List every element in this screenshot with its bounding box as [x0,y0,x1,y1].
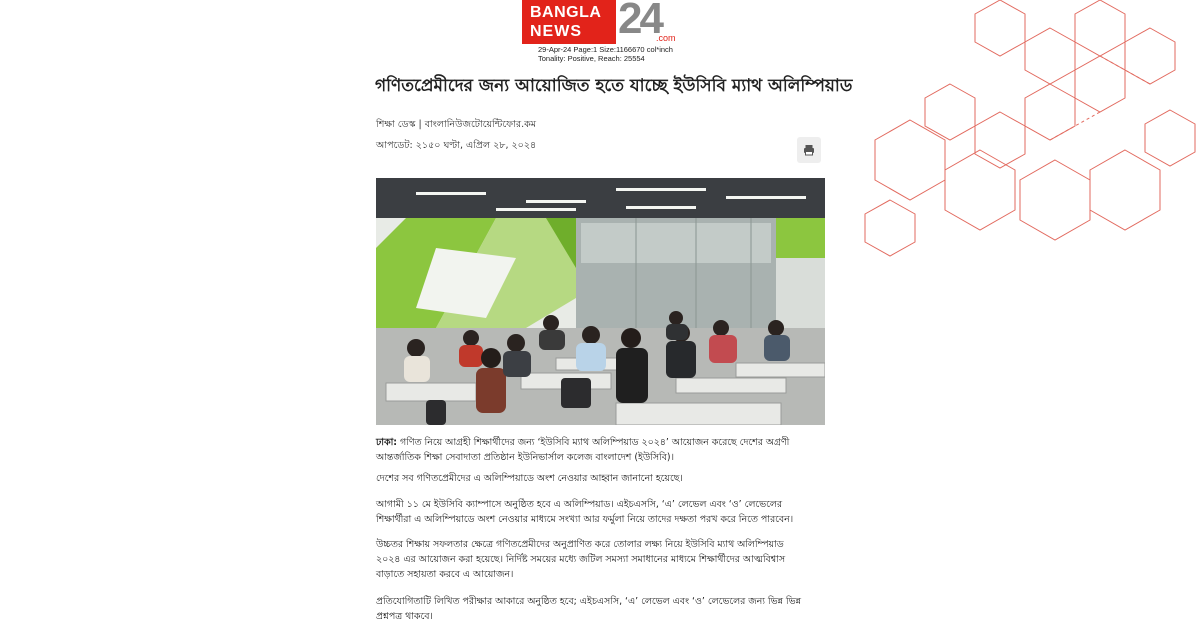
newspaper-logo [522,0,678,44]
article-photo-exam-hall [376,178,825,425]
paragraph-1-line-2: আন্তর্জাতিক শিক্ষা সেবাদাতা প্রতিষ্ঠান ইউনিভার্সাল কলেজ বাংলাদেশ (ইউসিবি)। [376,452,674,463]
paragraph-4-line-3: বাড়াতে সহায়তা করবে এ আয়োজন। [376,569,514,580]
article-paragraph-5 [376,594,826,624]
article-dateline: ঢাকা: [376,437,398,448]
logo-dotcom-text: .com [656,33,676,43]
article-updated-time: আপডেট: ২১৫০ ঘণ্টা, এপ্রিল ২৮, ২০২৪ [376,140,537,151]
article-headline: গণিতপ্রেমীদের জন্য আয়োজিত হতে যাচ্ছে ইউসিবি ম্যাথ অলিম্পিয়াড [375,76,853,96]
paragraph-5-line-2: প্রশ্নপত্র থাকবে। [376,611,433,622]
logo-news-text: NEWS [530,23,582,40]
logo-24-text: 24 [618,0,661,43]
print-button[interactable] [797,137,821,163]
paragraph-4-line-1: উচ্চতর শিক্ষায় সফলতার ক্ষেত্রে গণিতপ্রেমীদের অনুপ্রাণিত করে তোলার লক্ষ্য নিয়ে ইউসিবি ম্যাথ অলিম্পিয়াড [376,539,784,550]
article-paragraph-4 [376,537,826,582]
printer-icon [797,137,821,163]
paragraph-4-line-2: ২০২৪ এর আয়োজন করা হয়েছে। নির্দিষ্ট সময়ের মধ্যে জটিল সমস্যা সমাধানের মাধ্যমে শিক্ষার্থীদের আত্মবিশ্বাস [376,554,786,565]
paragraph-3-line-2: শিক্ষার্থীরা এ অলিম্পিয়াডে অংশ নেওয়ার মাধ্যমে সংখ্যা আর ফর্মুলা নিয়ে তাদের দক্ষতা পরখ করে নিতে পারবেন। [376,514,794,525]
article-paragraph-2: দেশের সব গণিতপ্রেমীদের এ অলিম্পিয়াডে অংশ নেওয়ার আহ্বান জানানো হয়েছে। [376,473,683,484]
clipping-meta-tonality: Tonality: Positive, Reach: 25554 [538,54,645,63]
paragraph-5-line-1: প্রতিযোগিতাটি লিখিত পরীক্ষার আকারে অনুষ্ঠিত হবে; এইচএসসি, ‘এ’ লেভেল এবং ‘ও’ লেভেলের জন্য ভিন্ন ভিন্ন [376,596,801,607]
article-byline: শিক্ষা ডেস্ক | বাংলানিউজটোয়েন্টিফোর.কম [376,119,537,130]
hexagon-pattern [850,0,1200,280]
logo-bangla-text: BANGLA [530,4,602,21]
article-paragraph-3 [376,497,826,527]
paragraph-3-line-1: আগামী ১১ মে ইউসিবি ক্যাম্পাসে অনুষ্ঠিত হবে এ অলিম্পিয়াড। এইচএসসি, ‘এ’ লেভেল এবং ‘ও’ লেভেলের [376,499,783,510]
paragraph-1-line-1: গণিত নিয়ে আগ্রহী শিক্ষার্থীদের জন্য ‘ইউসিবি ম্যাথ অলিম্পিয়াড ২০২৪’ আয়োজন করেছে দেশের অগ্রণী [400,437,790,448]
clipping-meta-date-size: 29-Apr-24 Page:1 Size:1166670 col*inch [538,45,673,54]
article-paragraph-1 [376,435,826,465]
